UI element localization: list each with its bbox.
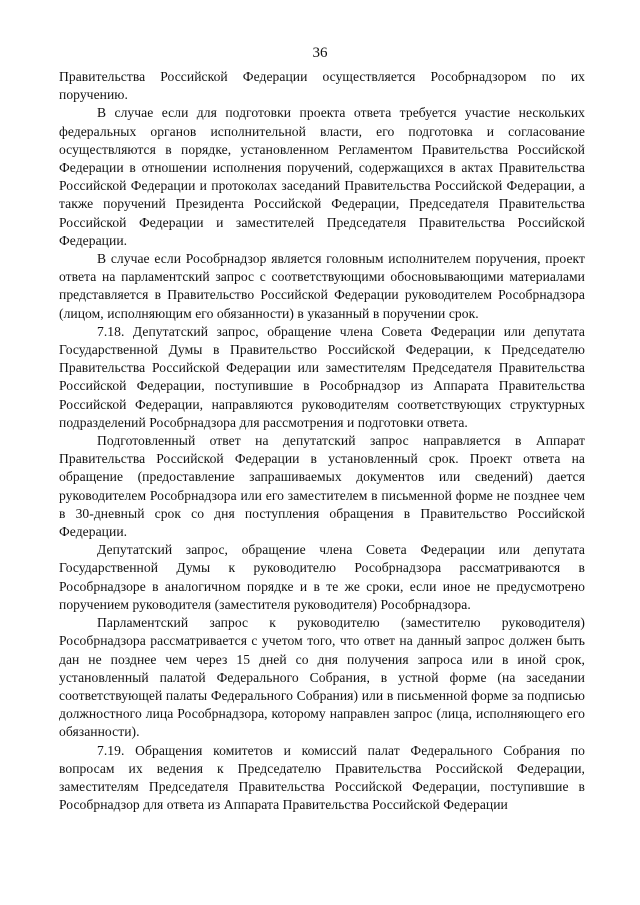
paragraph-deputy-request: Депутатский запрос, обращение члена Совета Федерации или депутата Государственной Думы к руководителю Рособрнадзора рассматриваются в Рособрнадзоре в аналогичном порядке и в те же сроки, если иное не предусмотрено поручением руководителя (заместителя руководителя) Рособрнадзора. [59,542,585,612]
paragraph-continuation: Правительства Российской Федерации осуществляется Рособрнадзором по их поручению. [59,69,585,103]
paragraph-parliamentary-request: Парламентский запрос к руководителю (заместителю руководителя) Рособрнадзора рассматривается с учетом того, что ответ на данный запрос должен быть дан не позднее чем через 15 дней со дня получения запроса или в иной срок, установленный палатой Федерального Собрания, в устной форме (на заседании соответствующей палаты Федерального Собрания) или в письменной форме за подписью должностного лица Рособрнадзора, которому направлен запрос (лица, исполняющего его обязанности). [59,615,585,740]
paragraph-section-7-19: 7.19. Обращения комитетов и комиссий палат Федерального Собрания по вопросам их ведения к Председателю Правительства Российской Федерации, заместителям Председателя Правительства Российской Федерации, поступившие в Рособрнадзор для ответа из Аппарата Правительства Российской Федерации [59,742,585,813]
paragraph-joint-preparation: В случае если для подготовки проекта ответа требуется участие нескольких федеральных органов исполнительной власти, его подготовка и согласование осуществляются в порядке, установленном Регламентом Правительства Российской Федерации в отношении исполнения поручений, содержащихся в актах Правительства Российской Федерации и протоколах заседаний Правительства Российской Федерации, а также поручений Президента Российской Федерации, Председателя Правительства Российской Федерации и заместителей Председателя Правительства Российской Федерации. [59,105,585,248]
paragraph-lead-executor: В случае если Рособрнадзор является головным исполнителем поручения, проект ответа на парламентский запрос с соответствующими обосновывающими материалами представляется в Правительство Российской Федерации руководителем Рособрнадзора (лицом, исполняющим его обязанности) в указанный в поручении срок. [59,251,585,321]
paragraph-section-7-18: 7.18. Депутатский запрос, обращение члена Совета Федерации или депутата Государственной Думы в Правительство Российской Федерации, к Председателю Правительства Российской Федерации или заместителям Председателя Правительства Российской Федерации, поступившие в Рособрнадзор из Аппарата Правительства Российской Федерации, направляются руководителям соответствующих структурных подразделений Рособрнадзора для рассмотрения и подготовки ответа. [59,323,585,430]
page-number: 36 [312,45,328,61]
document-body [59,68,585,814]
paragraph-prepared-answer: Подготовленный ответ на депутатский запрос направляется в Аппарат Правительства Российской Федерации в установленный срок. Проект ответа на обращение (предоставление запрашиваемых документов или сведений) дается руководителем Рособрнадзора или его заместителем в письменной форме не позднее чем в 30-дневный срок со дня поступления обращения в Правительство Российской Федерации. [59,433,585,540]
